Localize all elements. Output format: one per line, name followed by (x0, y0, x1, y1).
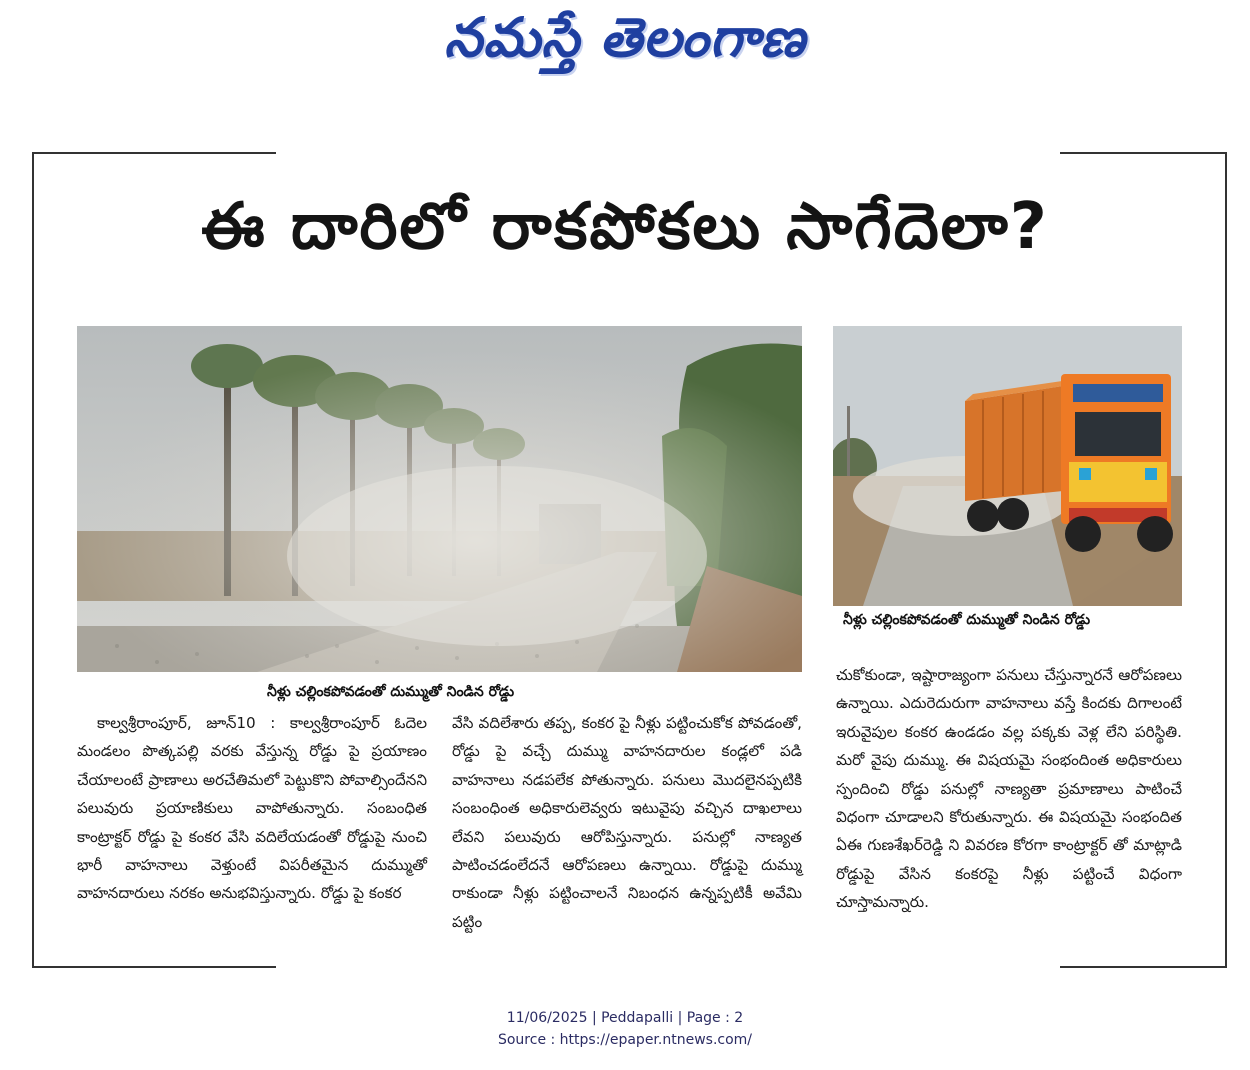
frame-right (1225, 152, 1227, 968)
frame-left (32, 152, 34, 968)
frame-top-right (1060, 152, 1227, 154)
dusty-road-illustration (77, 326, 802, 672)
article-column-3: చుకోకుండా, ఇష్టారాజ్యంగా పనులు చేస్తున్నారనే ఆరోపణలు ఉన్నాయి. ఎదురెదురుగా వాహనాలు వస్తే కిందకు దిగాలంటే ఇరువైపుల కంకర ఉండడం వల్ల పక్కకు వెళ్ల లేని పరిస్థితి. మరో వైపు దుమ్ము. ఈ విషయమై సంభందింత అధికారులు స్పందించి రోడ్డు పనుల్లో నాణ్యతా ప్రమాణాలు పాటించే విధంగా చూడాలని కోరుతున్నారు. ఈ విషయమై సంభందిత ఏఈ గుణశేఖర్‌రెడ్డి ని వివరణ కోరగా కాంట్రాక్టర్ తో మాట్లాడి రోడ్డుపై వేసిన కంకరపై నీళ్లు పట్టించే విధంగా చూస్తామన్నారు. (836, 666, 1182, 912)
photo-main-dusty-road (77, 326, 802, 672)
photo-main-caption: నీళ్లు చల్లింకపోవడంతో దుమ్ముతో నిండిన రోడ్డు (267, 684, 515, 700)
footer-date-edition-page: 11/06/2025 | Peddapalli | Page : 2 (506, 1010, 744, 1026)
footer-source: Source : https://epaper.ntnews.com/ (497, 1032, 753, 1048)
photo-side-truck (833, 326, 1182, 606)
frame-top-left (32, 152, 276, 154)
article-column-1: కాల్వశ్రీరాంపూర్, జూన్10 : కాల్వశ్రీరాంపూర్ ఓదెల మండలం పొత్కపల్లి వరకు వేస్తున్న రోడ్డు పై ప్రయాణం చేయాలంటే ప్రాణాలు అరచేతిమలో పెట్టుకొని పోవాల్సిందేనని పలువురు ప్రయాణికులు వాపోతున్నారు. సంబంధిత కాంట్రాక్టర్ రోడ్డు పై కంకర వేసి వదిలేయడంతో రోడ్డుపై నుంచి భారీ వాహనాలు వెళ్తుంటే విపరీతమైన దుమ్ముతో వాహనదారులు నరకం అనుభవిస్తున్నారు. రోడ్డు పై కంకర (77, 714, 427, 903)
frame-bottom-right (1060, 966, 1227, 968)
truck-illustration (833, 326, 1182, 606)
article-headline: ఈ దారిలో రాకపోకలు సాగేదెలా? (201, 190, 1049, 264)
frame-bottom-left (32, 966, 276, 968)
article-column-2: వేసి వదిలేశారు తప్ప, కంకర పై నీళ్లు పట్టించుకోక పోవడంతో, రోడ్డు పై వచ్చే దుమ్ము వాహనదారుల కండ్లలో పడి వాహనాలు నడపలేక పోతున్నారు. పనులు మొదలైనప్పటికి సంబంధింత అధికారులెవ్వరు ఇటువైపు వచ్చిన దాఖలాలు లేవని పలువురు ఆరోపిస్తున్నారు. పనుల్లో నాణ్యత పాటించడంలేదనే ఆరోపణలు ఉన్నాయి. రోడ్డుపై దుమ్ము రాకుండా నీళ్లు పట్టించాలనే నిబంధన ఉన్నప్పటికీ అవేమి పట్టిం (452, 714, 802, 931)
photo-side-caption: నీళ్లు చల్లింకపోవడంతో దుమ్ముతో నిండిన రోడ్డు (843, 612, 1091, 628)
masthead-title: నమస్తే తెలంగాణ (444, 6, 806, 69)
